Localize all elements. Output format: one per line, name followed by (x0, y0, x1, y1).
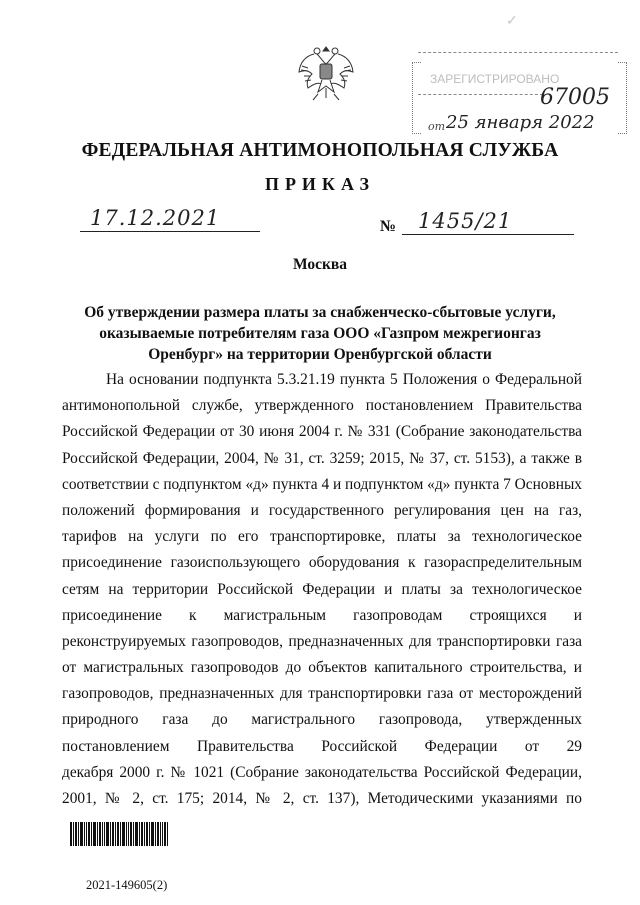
body-line: от магистральных газопроводов до объектов капитального строительства, и (62, 659, 582, 677)
date-underline (80, 231, 260, 232)
body-line: постановлением Правительства Российской Федерации от 29 (62, 737, 582, 755)
body-line: 2001, № 2, ст. 175; 2014, № 2, ст. 137), Методическими указаниями по (62, 790, 582, 807)
city: Москва (292, 256, 348, 273)
body-line: антимонопольной службе, утвержденного постановлением Правительства (62, 397, 582, 415)
body-line: соответствии с подпунктом «д» пункта 4 и подпунктом «д» пункта 7 Основных (62, 475, 582, 493)
stamp-registration-number: 67005 (540, 85, 610, 110)
body-text (62, 367, 582, 812)
document-type: ПРИКАЗ (264, 174, 376, 194)
body-line: реконструируемых газопроводов, предназначенных для транспортировки газа (62, 632, 582, 650)
barcode-icon (70, 822, 168, 846)
agency-name: ФЕДЕРАЛЬНАЯ АНТИМОНОПОЛЬНАЯ СЛУЖБА (81, 140, 559, 161)
order-number: 1455/21 (418, 209, 513, 233)
order-date: 17.12.2021 (90, 206, 221, 230)
body-line: Российской Федерации, 2004, № 31, ст. 3259; 2015, № 37, ст. 5153), а также в (62, 449, 582, 467)
body-line: положений формирования и государственного регулирования цен на газ, (62, 501, 582, 519)
body-line: сетям на территории Российской Федерации и платы за технологическое (62, 580, 582, 598)
registration-stamp: ✓ ЗАРЕГИСТРИРОВАНО 67005 от 25 января 2022 (410, 2, 628, 142)
body-line: Российской Федерации от 30 июня 2004 г. № 331 (Собрание законодательства (62, 423, 582, 441)
body-line: На основании подпункта 5.3.21.19 пункта 5 Положения о Федеральной (106, 371, 582, 388)
stamp-registered-label: ЗАРЕГИСТРИРОВАНО (430, 72, 560, 86)
number-sign: № (380, 218, 397, 235)
coat-of-arms-icon (296, 44, 356, 106)
number-underline (402, 234, 574, 235)
body-line: природного газа до магистрального газопровода, утвержденных (62, 711, 582, 729)
stamp-registration-date: 25 января 2022 (446, 112, 595, 133)
body-line: газопроводов, предназначенных для транспортировки газа от месторождений (62, 685, 582, 703)
body-line: присоединение к магистральным газопроводам строящихся и (62, 606, 582, 624)
body-line: тарифов на услуги по его транспортировке, платы за технологическое (62, 528, 582, 546)
body-line: декабря 2000 г. № 1021 (Собрание законодательства Российской Федерации, (62, 763, 582, 781)
order-title: Об утверждении размера платы за снабженческо-сбытовые услуги, оказываемые потребителям газа ООО «Газпром межрегионгаз Оренбург» на территории Оренбургской области (84, 304, 556, 363)
document-id: 2021-149605(2) (86, 878, 168, 892)
body-line: присоединение газоиспользующего оборудования к газораспределительным (62, 554, 582, 572)
